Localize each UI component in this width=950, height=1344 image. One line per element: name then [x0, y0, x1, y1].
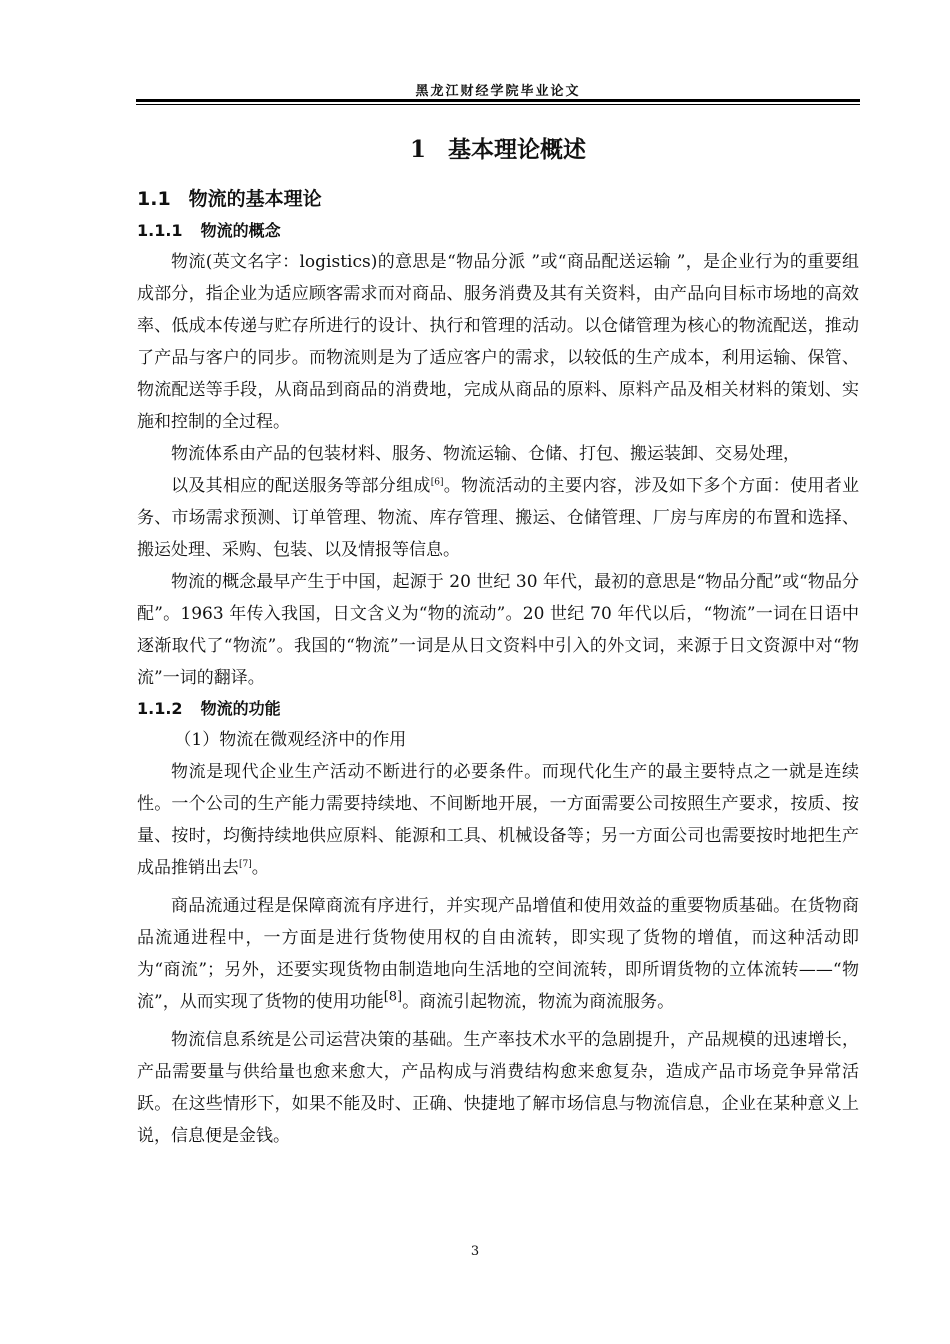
section-heading-1-1 [137, 182, 859, 216]
list-item-heading: （1）物流在微观经济中的作用 [174, 730, 407, 750]
paragraph: 物流体系由产品的包装材料、服务、物流运输、仓储、打包、搬运装卸、交易处理， [171, 444, 800, 464]
subsection-heading-1-1-1 [137, 216, 859, 246]
chapter-title-text: 基本理论概述 [448, 137, 586, 163]
page-content [137, 132, 859, 1152]
paragraph: 物流(英文名字：logistics)的意思是“物品分派 ”或“商品配送运输 ”，是企业行为的重要组成部分，指企业为适应顾客需求而对商品、服务消费及其有关资料，由产品向目标市场地的高效率、低成本传递与贮存所进行的设计、执行和管理的活动。以仓储管理为核心的物流配送，推动了产品与客户的同步。而物流则是为了适应客户的需求，以较低的生产成本，利用运输、保管、物流配送等手段，从商品到商品的消费地，完成从商品的原料、原料产品及相关材料的策划、实施和控制的全过程。 [137, 252, 859, 432]
chapter-title [137, 132, 859, 168]
subsection-number: 1.1.2 [137, 699, 183, 718]
paragraph [137, 756, 859, 884]
paragraph [137, 890, 859, 1018]
citation-reference: [8] [383, 989, 403, 1005]
paragraph: 物流的概念最早产生于中国，起源于 20 世纪 30 年代，最初的意思是“物品分配”或“物品分配”。1963 年传入我国，日文含义为“物的流动”。20 世纪 70 年代以后，“物流”一词在日语中逐渐取代了“物流”。我国的“物流”一词是从日文资料中引入的外文词，来源于日文资源中对“物流”一词的翻译。 [137, 572, 859, 688]
paragraph: 物流信息系统是公司运营决策的基础。生产率技术水平的急剧提升，产品规模的迅速增长，产品需要量与供给量也愈来愈大，产品构成与消费结构愈来愈复杂，造成产品市场竞争异常活跃。在这些情形下，如果不能及时、正确、快捷地了解市场信息与物流信息，企业在某种意义上说，信息便是金钱。 [137, 1030, 859, 1146]
page-number: 3 [470, 1244, 480, 1259]
section-title: 物流的基本理论 [188, 188, 322, 210]
paragraph-text: 物流是现代企业生产活动不断进行的必要条件。而现代化生产的最主要特点之一就是连续性。一个公司的生产能力需要持续地、不间断地开展，一方面需要公司按照生产要求，按质、按量、按时，均衡持续地供应原料、能源和工具、机械设备等；另一方面公司也需要按时地把生产成品推销出去 [137, 762, 859, 878]
chapter-number: 1 [409, 136, 426, 163]
paragraph-text: 以及其相应的配送服务等部分组成 [171, 476, 431, 496]
header-rule-thin [136, 104, 860, 105]
section-number: 1.1 [137, 188, 171, 210]
citation-reference: [7] [239, 859, 252, 870]
paragraph-text: 商品流通过程是保障商流有序进行，并实现产品增值和使用效益的重要物质基础。在货物商品流通进程中，一方面是进行货物使用权的自由流转，即实现了货物的增值，而这种活动即为“商流”；另外，还要实现货物由制造地向生活地的空间流转，即所谓货物的立体流转——“物流”，从而实现了货物的使用功能 [137, 896, 859, 1012]
header-rule-thick [136, 99, 860, 102]
paragraph [137, 470, 859, 566]
citation-reference: [6] [430, 477, 444, 488]
subsection-title: 物流的概念 [200, 221, 281, 240]
subsection-title: 物流的功能 [200, 699, 281, 718]
running-header: 黑龙江财经学院毕业论文 [415, 84, 581, 99]
subsection-heading-1-1-2 [137, 694, 859, 724]
subsection-number: 1.1.1 [137, 221, 183, 240]
paragraph-text: 。商流引起物流，物流为商流服务。 [402, 992, 675, 1012]
paragraph-text: 。 [251, 858, 269, 878]
paragraph-text: 。物流活动的主要内容，涉及如下多个方面：使用者业务、市场需求预测、订单管理、物流、库存管理、搬运、仓储管理、厂房与库房的布置和选择、搬运处理、采购、包装、以及情报等信息。 [137, 476, 860, 560]
